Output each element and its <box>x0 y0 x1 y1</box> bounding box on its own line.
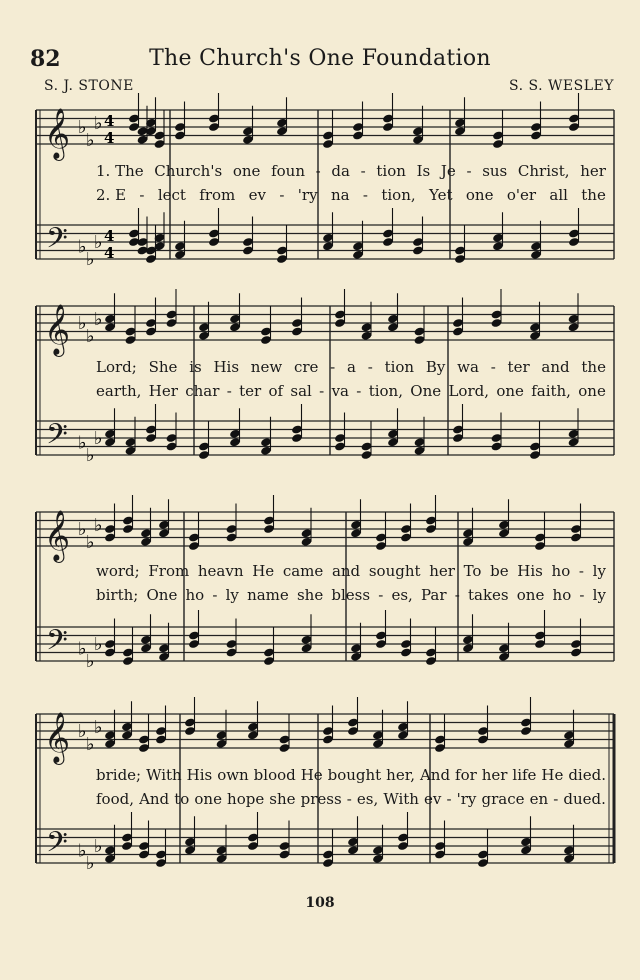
lyric-syllable: Church's <box>154 162 223 180</box>
lyric-syllable: And <box>139 790 170 808</box>
lyric-syllable: - <box>346 790 352 808</box>
lyric-syllable: Her <box>148 382 178 400</box>
lyric-syllable: - <box>315 162 321 180</box>
lyric-syllable: of <box>268 382 284 400</box>
lyric-syllable: Lord, <box>448 382 489 400</box>
lyric-syllable: es, <box>356 790 379 808</box>
lyric-syllable: - <box>579 586 585 604</box>
lyric-syllable: - <box>490 358 496 376</box>
lyric-syllable: - <box>553 790 559 808</box>
lyric-syllable: wa <box>457 358 479 376</box>
lyric-syllable: word; <box>96 562 140 580</box>
flat-icon: ♭ <box>78 840 87 862</box>
lyric-syllable: heavn <box>197 562 244 580</box>
lyric-syllable: from <box>199 186 236 204</box>
lyric-syllable: and <box>541 358 570 376</box>
lyric-syllable: bought <box>327 766 382 784</box>
lyric-syllable: hope <box>227 790 265 808</box>
lyric-syllable: her, <box>386 766 415 784</box>
lyric-syllable: Christ, <box>517 162 570 180</box>
lyric-syllable: faith, <box>531 382 571 400</box>
flat-icon: ♭ <box>94 836 103 857</box>
lyric-syllable: He <box>252 562 275 580</box>
time-signature-top: 4 <box>104 227 115 245</box>
page-number: 108 <box>305 895 335 911</box>
flat-icon: ♭ <box>86 853 95 874</box>
lyric-syllable: takes <box>467 586 509 604</box>
flat-icon: ♭ <box>86 733 95 755</box>
flat-icon: ♭ <box>78 432 87 454</box>
time-signature-top: 4 <box>104 112 115 130</box>
lyric-syllable: died. <box>568 766 606 784</box>
flat-icon: ♭ <box>94 514 103 536</box>
lyric-syllable: cre <box>293 358 319 376</box>
lyric-syllable: grace <box>481 790 525 808</box>
lyric-syllable: 'ry <box>456 790 477 808</box>
lyric-syllable: ly <box>592 562 606 580</box>
flat-icon: ♭ <box>78 313 87 334</box>
lyric-syllable: one <box>232 162 261 180</box>
lyric-syllable: char <box>185 382 220 400</box>
lyric-syllable: By <box>425 358 446 376</box>
lyric-syllable: - <box>279 186 285 204</box>
hymn-number: 82 <box>30 46 61 72</box>
lyric-line-2-verse-2 <box>96 382 606 400</box>
lyric-syllable: va <box>331 382 349 400</box>
lyric-syllable: She <box>148 358 178 376</box>
lyric-syllable: food, <box>96 790 134 808</box>
lyric-syllable: her <box>429 562 455 580</box>
lyric-syllable: name <box>247 586 289 604</box>
lyric-syllable: - <box>362 186 368 204</box>
lyric-syllable: bless <box>331 586 371 604</box>
lyric-syllable: One <box>410 382 442 400</box>
lyric-syllable: the <box>581 186 606 204</box>
lyric-syllable: one <box>516 586 545 604</box>
flat-icon: ♭ <box>94 428 103 449</box>
lyric-syllable: Je <box>440 162 456 180</box>
lyric-syllable: Is <box>416 162 431 180</box>
lyric-syllable: ter <box>239 382 262 400</box>
bass-clef-icon: 𝄢 <box>46 418 68 458</box>
time-signature-bottom: 4 <box>104 244 115 262</box>
lyric-syllable: es, <box>391 586 413 604</box>
lyric-syllable: the <box>581 358 606 376</box>
lyric-syllable: tion <box>384 358 415 376</box>
lyric-syllable: ho <box>185 586 205 604</box>
lyric-syllable: - <box>378 586 384 604</box>
lyric-syllable: a <box>347 358 356 376</box>
lyric-syllable: all <box>549 186 568 204</box>
flat-icon: ♭ <box>86 445 95 466</box>
lyric-syllable: ter <box>507 358 530 376</box>
lyric-syllable: ly <box>225 586 239 604</box>
lyric-syllable: her <box>481 766 508 784</box>
lyric-syllable: sus <box>482 162 508 180</box>
lyric-syllable: ev <box>424 790 442 808</box>
lyric-syllable: da <box>331 162 350 180</box>
lyric-syllable: His <box>517 562 543 580</box>
lyric-syllable: earth, <box>96 382 142 400</box>
lyric-syllable: birth; <box>96 586 139 604</box>
lyric-syllable: - <box>226 382 232 400</box>
flat-icon: ♭ <box>78 638 87 660</box>
lyric-syllable: 'ry <box>297 186 318 204</box>
lyric-syllable: sal <box>290 382 312 400</box>
composer-credit: S. S. WESLEY <box>509 78 614 94</box>
lyric-syllable: - <box>367 358 373 376</box>
lyric-syllable: is <box>189 358 202 376</box>
lyric-syllable: tion <box>376 162 406 180</box>
lyric-syllable: 1. The <box>96 162 144 180</box>
flat-icon: ♭ <box>94 112 103 134</box>
flat-icon: ♭ <box>86 129 95 151</box>
flat-icon: ♭ <box>78 117 87 138</box>
lyric-syllable: He <box>300 766 323 784</box>
lyric-syllable: one <box>578 382 606 400</box>
lyric-syllable: she <box>296 586 324 604</box>
lyric-syllable: o'er <box>506 186 537 204</box>
lyric-syllable: new <box>250 358 283 376</box>
lyric-syllable: Lord; <box>96 358 137 376</box>
lyric-syllable: tion, <box>368 382 403 400</box>
lyric-syllable: And <box>419 766 451 784</box>
lyric-syllable: To <box>463 562 482 580</box>
lyric-syllable: blood <box>253 766 296 784</box>
flat-icon: ♭ <box>86 651 95 672</box>
lyric-syllable: lect <box>157 186 186 204</box>
lyric-syllable: - <box>356 382 362 400</box>
lyric-syllable: tion, <box>381 186 416 204</box>
lyric-syllable: press <box>300 790 342 808</box>
lyric-syllable: to <box>174 790 190 808</box>
lyric-syllable: be <box>490 562 509 580</box>
flat-icon: ♭ <box>94 716 103 738</box>
lyric-syllable: - <box>139 186 145 204</box>
bass-clef-icon: 𝄢 <box>46 826 68 866</box>
lyric-syllable: 2. E <box>96 186 127 204</box>
lyric-syllable: - <box>212 586 218 604</box>
lyric-syllable: With <box>383 790 419 808</box>
lyricist-credit: S. J. STONE <box>44 78 134 94</box>
flat-icon: ♭ <box>78 519 87 540</box>
lyric-syllable: na <box>330 186 350 204</box>
flat-icon: ♭ <box>86 249 95 270</box>
lyric-syllable: en <box>529 790 549 808</box>
lyric-syllable: His <box>213 358 240 376</box>
lyric-line-4-verse-2 <box>96 790 606 808</box>
lyric-syllable: Par <box>421 586 447 604</box>
lyric-syllable: ho <box>551 562 571 580</box>
flat-icon: ♭ <box>86 325 95 347</box>
lyric-line-4-verse-1 <box>96 766 606 784</box>
lyric-line-1-verse-1 <box>96 162 606 180</box>
flat-icon: ♭ <box>94 308 103 330</box>
treble-clef-icon: 𝄞 <box>44 510 71 561</box>
lyric-line-3-verse-1 <box>96 562 606 580</box>
bass-clef-icon: 𝄢 <box>46 222 68 262</box>
lyric-syllable: He <box>541 766 564 784</box>
lyric-syllable: ev <box>248 186 266 204</box>
lyric-syllable: bride; <box>96 766 142 784</box>
lyric-syllable: His <box>186 766 213 784</box>
lyric-syllable: - <box>360 162 366 180</box>
treble-clef-icon: 𝄞 <box>44 304 71 355</box>
lyric-syllable: foun <box>271 162 305 180</box>
lyric-syllable: and <box>331 562 361 580</box>
treble-clef-icon: 𝄞 <box>44 108 71 159</box>
lyric-syllable: she <box>269 790 296 808</box>
treble-clef-icon: 𝄞 <box>44 712 71 763</box>
lyric-syllable: - <box>578 562 584 580</box>
flat-icon: ♭ <box>78 236 87 258</box>
lyric-syllable: Yet <box>429 186 453 204</box>
lyric-syllable: - <box>454 586 460 604</box>
bass-clef-icon: 𝄢 <box>46 624 68 664</box>
lyric-syllable: - <box>330 358 336 376</box>
lyric-syllable: ho <box>552 586 572 604</box>
lyric-syllable: With <box>146 766 182 784</box>
flat-icon: ♭ <box>94 634 103 655</box>
lyric-syllable: sought <box>368 562 421 580</box>
lyric-line-3-verse-2 <box>96 586 606 604</box>
lyric-syllable: - <box>446 790 452 808</box>
lyric-syllable: life <box>512 766 537 784</box>
lyric-syllable: own <box>217 766 249 784</box>
lyric-syllable: for <box>455 766 477 784</box>
lyric-syllable: - <box>466 162 472 180</box>
lyric-syllable: one <box>194 790 222 808</box>
lyric-syllable: one <box>496 382 524 400</box>
lyric-syllable: her <box>580 162 606 180</box>
lyric-syllable: one <box>465 186 494 204</box>
lyric-syllable: ly <box>592 586 606 604</box>
time-signature-bottom: 4 <box>104 129 115 147</box>
flat-icon: ♭ <box>78 721 87 742</box>
lyric-syllable: From <box>148 562 190 580</box>
flat-icon: ♭ <box>86 531 95 553</box>
hymn-title: The Church's One Foundation <box>149 46 491 71</box>
lyric-line-2-verse-1 <box>96 358 606 376</box>
lyric-syllable: - <box>319 382 325 400</box>
lyric-syllable: dued. <box>563 790 606 808</box>
lyric-syllable: One <box>146 586 178 604</box>
lyric-syllable: came <box>282 562 324 580</box>
lyric-line-1-verse-2 <box>96 186 606 204</box>
flat-icon: ♭ <box>94 232 103 253</box>
